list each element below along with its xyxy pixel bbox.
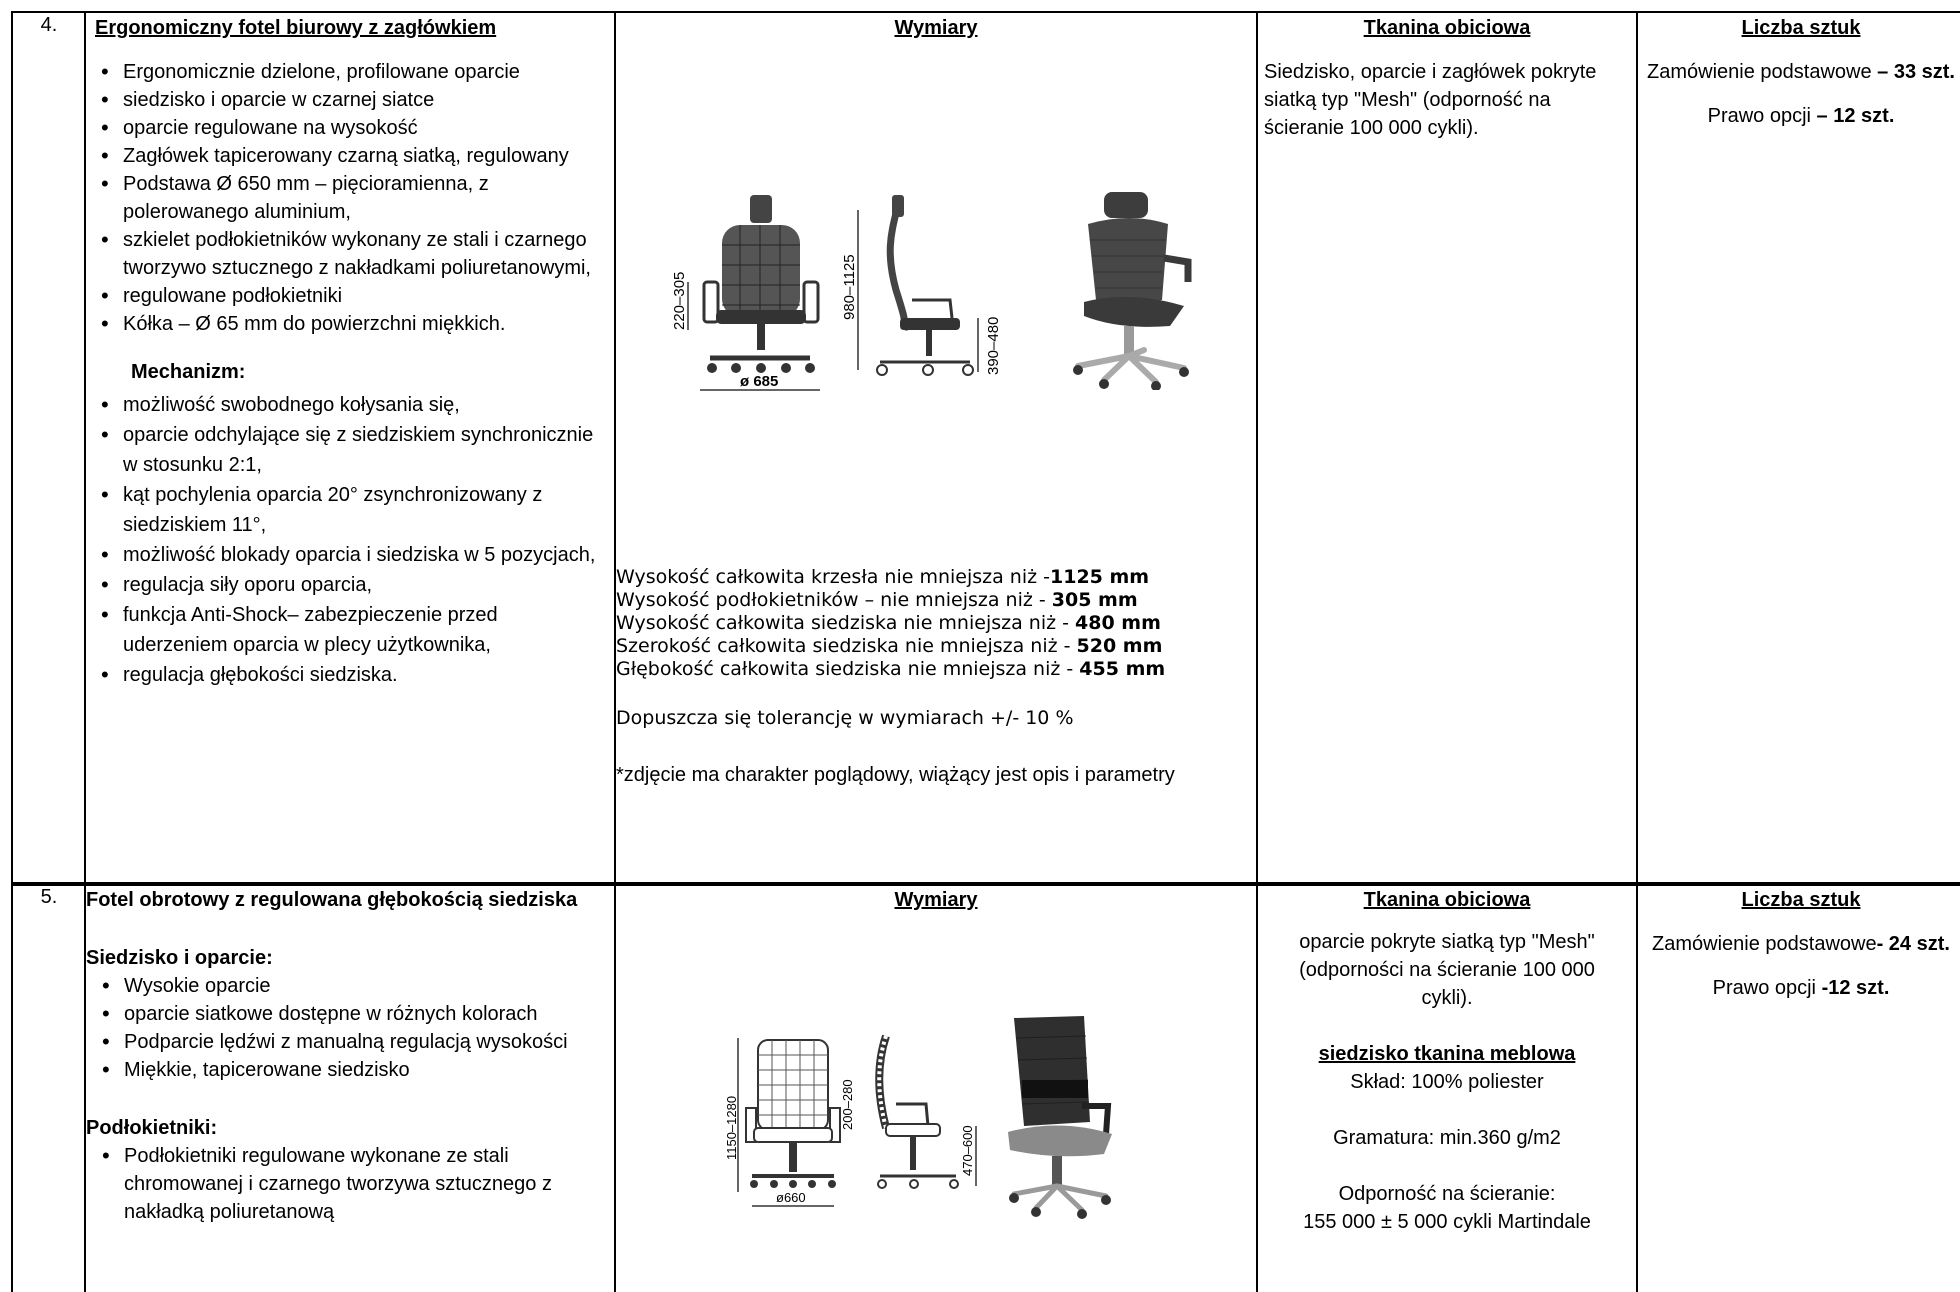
chair-side-view	[840, 1036, 976, 1188]
dim-label: Wysokość całkowita krzesła nie mniejsza niż -	[616, 566, 1050, 588]
dim-value: 305 mm	[1051, 589, 1138, 611]
list-item: • możliwość swobodnego kołysania się,	[95, 390, 600, 420]
quantity-header: Liczba sztuk	[1741, 17, 1861, 39]
dim-label: Wysokość całkowita siedziska nie mniejsza niż -	[616, 612, 1076, 634]
seat-height-label: 470–600	[960, 1125, 975, 1176]
fabric-cell	[1262, 886, 1632, 1236]
chair-side-view	[841, 195, 978, 375]
list-item: • oparcie odchylające się z siedziskiem synchronicznie w stosunku 2:1,	[95, 420, 600, 480]
base-order-value: – 33 szt.	[1871, 61, 1955, 83]
base-order-label: Zamówienie podstawowe	[1652, 933, 1877, 955]
dims-cell	[616, 14, 1256, 42]
row-number: 4.	[40, 14, 58, 36]
fabric-description: oparcie pokryte siatką typ "Mesh" (odporności na ścieranie 100 000 cykli).	[1299, 931, 1595, 1009]
list-item: • oparcie siatkowe dostępne w różnych kolorach	[96, 1000, 612, 1028]
arms-feature-list	[86, 1142, 612, 1226]
chair-photo	[1000, 1010, 1120, 1220]
dim-row	[616, 589, 1252, 612]
list-item: • kąt pochylenia oparcia 20° zsynchronizowany z siedziskiem 11°,	[95, 480, 600, 540]
list-item: • regulowane podłokietniki	[95, 282, 600, 310]
seat-width-label: ø 685	[740, 373, 779, 390]
dim-value: 480 mm	[1075, 612, 1161, 634]
list-item: • regulacja siły oporu oparcia,	[95, 570, 600, 600]
list-item: • regulacja głębokości siedziska.	[95, 660, 600, 690]
quantity-cell	[1642, 14, 1960, 130]
dim-row	[616, 658, 1252, 681]
dim-row	[616, 566, 1252, 589]
arm-height-label: 220–305	[671, 271, 688, 330]
dims-header: Wymiary	[894, 17, 978, 39]
dim-value: 520 mm	[1076, 635, 1163, 657]
product-title: Fotel obrotowy z regulowana głębokością siedziska	[86, 889, 578, 911]
fabric-header: Tkanina obiciowa	[1363, 17, 1531, 39]
dim-label: Wysokość podłokietników – nie mniejsza niż -	[616, 589, 1052, 611]
list-item: • szkielet podłokietników wykonany ze stali i czarnego tworzywo sztucznego z nakładkami poliuretanowymi,	[95, 226, 600, 282]
option-order-value: – 12 szt.	[1811, 105, 1895, 127]
list-item: • Kółka – Ø 65 mm do powierzchni miękkich.	[95, 310, 600, 338]
seat-width-label: ø660	[776, 1190, 806, 1205]
abrasion-value: 155 000 ± 5 000 cykli Martindale	[1303, 1211, 1591, 1233]
seat-height-label: 390–480	[985, 316, 1002, 375]
list-item: • możliwość blokady oparcia i siedziska w 5 pozycjach,	[95, 540, 600, 570]
product-description	[86, 886, 612, 1226]
dim-label: Szerokość całkowita siedziska nie mniejsza niż -	[616, 635, 1077, 657]
weight: Gramatura: min.360 g/m2	[1333, 1127, 1561, 1149]
composition: Skład: 100% poliester	[1350, 1071, 1544, 1093]
seat-fabric-header: siedzisko tkanina meblowa	[1318, 1043, 1576, 1065]
dim-row	[616, 635, 1252, 658]
dims-header: Wymiary	[894, 889, 978, 911]
product-title: Ergonomiczny fotel biurowy z zagłówkiem	[95, 17, 497, 39]
dims-cell	[616, 886, 1256, 914]
option-order-label: Prawo opcji	[1712, 977, 1817, 999]
mechanism-list	[95, 390, 600, 690]
product-description	[95, 14, 600, 690]
base-order-label: Zamówienie podstawowe	[1647, 61, 1872, 83]
dim-value: 455 mm	[1079, 658, 1166, 680]
arms-heading: Podłokietniki:	[86, 1117, 218, 1139]
list-item: • Podłokietniki regulowane wykonane ze stali chromowanej i czarnego tworzywa sztucznego z nakładką poliuretanową	[96, 1142, 612, 1226]
seat-height-dimension	[980, 300, 1010, 390]
base-order	[1642, 930, 1960, 958]
list-item: • Podstawa Ø 650 mm – pięcioramienna, z polerowanego aluminium,	[95, 170, 600, 226]
fabric-description: Siedzisko, oparcie i zagłówek pokryte siatką typ "Mesh" (odporność na ścieranie 100 000 cykli).	[1264, 61, 1597, 139]
option-order-value: -12 szt.	[1816, 977, 1890, 999]
list-item: • Wysokie oparcie	[96, 972, 612, 1000]
base-order	[1642, 58, 1960, 86]
column-divider	[1256, 11, 1258, 1292]
dimension-list	[616, 566, 1252, 787]
option-order-label: Prawo opcji	[1707, 105, 1811, 127]
column-divider	[1636, 11, 1638, 1292]
table-border-top	[11, 11, 1960, 13]
arm-height-label: 200–280	[840, 1079, 855, 1130]
chair-front-view	[671, 195, 820, 390]
mechanism-heading: Mechanizm:	[131, 361, 246, 383]
quantity-cell	[1642, 886, 1960, 1002]
option-order	[1642, 974, 1960, 1002]
photo-note: *zdjęcie ma charakter poglądowy, wiążący jest opis i parametry	[616, 764, 1175, 786]
quantity-header: Liczba sztuk	[1741, 889, 1861, 911]
fabric-header: Tkanina obiciowa	[1363, 889, 1531, 911]
total-height-label: 1150–1280	[724, 1095, 739, 1160]
seat-heading: Siedzisko i oparcie:	[86, 947, 273, 969]
row-number: 5.	[40, 886, 58, 908]
option-order	[1642, 102, 1960, 130]
chair-diagram	[700, 1000, 990, 1220]
chair-front-view	[724, 1038, 840, 1206]
list-item: • Miękkie, tapicerowane siedzisko	[96, 1056, 612, 1084]
seat-feature-list	[86, 972, 612, 1084]
list-item: • Ergonomicznie dzielone, profilowane oparcie	[95, 58, 600, 86]
table-border-left	[11, 11, 13, 1292]
feature-list	[95, 58, 600, 338]
list-item: • oparcie regulowane na wysokość	[95, 114, 600, 142]
list-item: • siedzisko i oparcie w czarnej siatce	[95, 86, 600, 114]
dim-label: Głębokość całkowita siedziska nie mniejsza niż -	[616, 658, 1080, 680]
fabric-cell	[1264, 14, 1630, 142]
chair-photo	[1060, 190, 1200, 390]
abrasion-label: Odporność na ścieranie:	[1338, 1183, 1556, 1205]
list-item: • Podparcie lędźwi z manualną regulacją wysokości	[96, 1028, 612, 1056]
list-item: • Zagłówek tapicerowany czarną siatką, regulowany	[95, 142, 600, 170]
base-order-value: - 24 szt.	[1876, 933, 1950, 955]
dim-value: 1125 mm	[1050, 566, 1150, 588]
tolerance-note: Dopuszcza się tolerancję w wymiarach +/- 10 %	[616, 707, 1074, 729]
chair-diagram	[660, 190, 980, 400]
total-height-label: 980–1125	[841, 254, 858, 320]
list-item: • funkcja Anti-Shock– zabezpieczenie przed uderzeniem oparcia w plecy użytkownika,	[95, 600, 600, 660]
dim-row	[616, 612, 1252, 635]
